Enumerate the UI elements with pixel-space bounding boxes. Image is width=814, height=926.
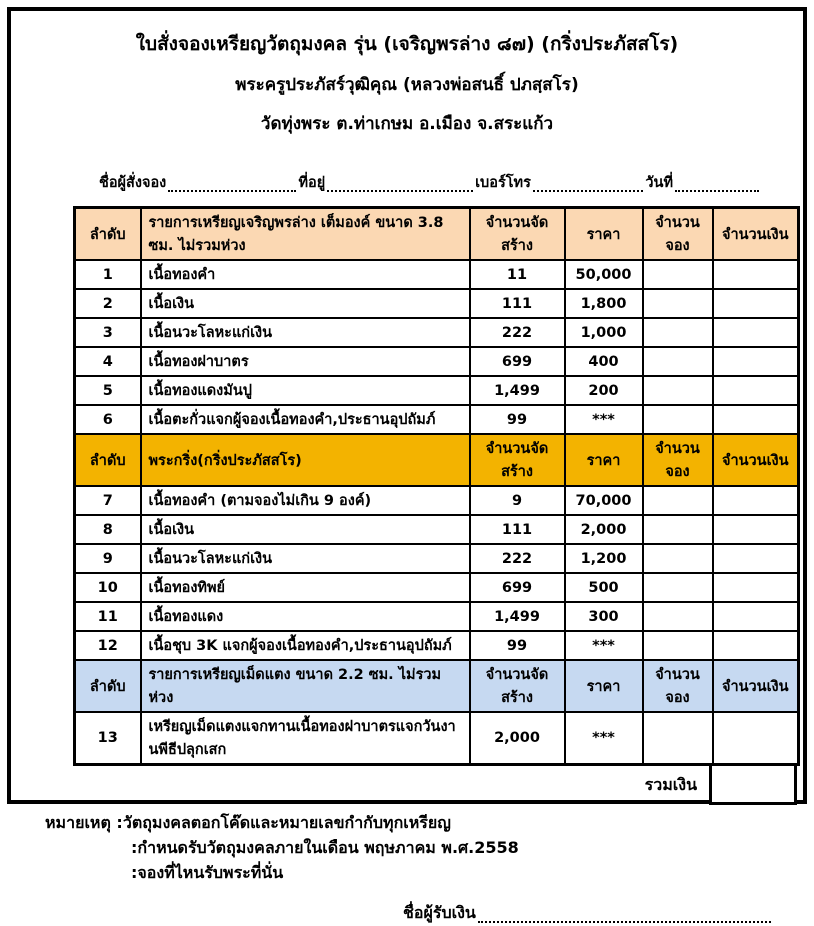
table-row [75, 376, 799, 405]
row-item-cell: เนื้อทองแดง [141, 602, 470, 631]
row-item-cell: เนื้อทองคำ (ตามจองไม่เกิน 9 องค์) [141, 486, 470, 515]
row-qty-reserved-cell [643, 631, 713, 660]
row-qty-made-cell: 699 [470, 347, 565, 376]
table-row [75, 712, 799, 765]
table-row [75, 544, 799, 573]
row-amount-cell [713, 573, 799, 602]
row-qty-reserved-cell [643, 318, 713, 347]
row-qty-made-cell: 99 [470, 631, 565, 660]
row-qty-reserved-cell [643, 260, 713, 289]
row-item-cell: เนื้อเงิน [141, 289, 470, 318]
row-qty-made-cell: 222 [470, 318, 565, 347]
table-row [75, 515, 799, 544]
col-header-qty-made: จำนวนจัดสร้าง [470, 660, 565, 712]
row-price-cell: 70,000 [565, 486, 643, 515]
row-qty-reserved-cell [643, 515, 713, 544]
total-amount-box [709, 763, 797, 805]
section-header-row-2 [75, 434, 799, 486]
row-amount-cell [713, 515, 799, 544]
document-title: ใบสั่งจองเหรียญวัตถุมงคล รุ่น (เจริญพรล่าง ๘๗) (กริ่งประภัสสโร) [135, 33, 679, 55]
col-header-qty-made: จำนวนจัดสร้าง [470, 434, 565, 486]
row-amount-cell [713, 376, 799, 405]
row-item-cell: เนื้อทองฝาบาตร [141, 347, 470, 376]
col-header-no: ลำดับ [75, 434, 141, 486]
row-price-cell: 200 [565, 376, 643, 405]
phone-label: เบอร์โทร [475, 175, 531, 191]
row-item-cell: เนื้อทองแดงมันปู [141, 376, 470, 405]
receiver-signature-line [403, 901, 773, 926]
table-row [75, 289, 799, 318]
date-label: วันที่ [645, 175, 674, 191]
total-row [73, 766, 797, 805]
row-no-cell: 8 [75, 515, 141, 544]
row-no-cell: 3 [75, 318, 141, 347]
table-row [75, 573, 799, 602]
address-label: ที่อยู่ [298, 175, 326, 191]
row-price-cell: 1,000 [565, 318, 643, 347]
row-amount-cell [713, 486, 799, 515]
row-item-cell: เนื้อตะกั่วแจกผู้จองเนื้อทองคำ,ประธานอุปถัมภ์ [141, 405, 470, 434]
table-row [75, 602, 799, 631]
address-field [327, 178, 473, 193]
row-item-cell: เหรียญเม็ดแตงแจกทานเนื้อทองฝาบาตรแจกวันงานพีธีปลุกเสก [141, 712, 470, 765]
row-price-cell: *** [565, 631, 643, 660]
row-no-cell: 11 [75, 602, 141, 631]
row-qty-made-cell: 1,499 [470, 376, 565, 405]
row-amount-cell [713, 405, 799, 434]
col-header-qty-reserved: จำนวนจอง [643, 434, 713, 486]
section-title-cell: พระกริ่ง(กริ่งประภัสสโร) [141, 434, 470, 486]
page-border [7, 7, 807, 923]
orderer-name-field [168, 178, 296, 193]
row-amount-cell [713, 347, 799, 376]
col-header-no: ลำดับ [75, 208, 141, 261]
row-no-cell: 6 [75, 405, 141, 434]
row-amount-cell [713, 631, 799, 660]
row-qty-reserved-cell [643, 602, 713, 631]
row-no-cell: 10 [75, 573, 141, 602]
col-header-amount: จำนวนเงิน [713, 660, 799, 712]
row-no-cell: 12 [75, 631, 141, 660]
row-price-cell: 1,200 [565, 544, 643, 573]
row-no-cell: 2 [75, 289, 141, 318]
row-no-cell: 7 [75, 486, 141, 515]
total-label: รวมเงิน [644, 775, 697, 794]
monk-name-line: พระครูประภัสร์วุฒิคุณ (หลวงพ่อสนธิ์ ปภสฺสโร) [235, 75, 579, 95]
row-amount-cell [713, 260, 799, 289]
col-header-qty-made: จำนวนจัดสร้าง [470, 208, 565, 261]
row-item-cell: เนื้อนวะโลหะแก่เงิน [141, 544, 470, 573]
row-qty-made-cell: 11 [470, 260, 565, 289]
row-price-cell: 400 [565, 347, 643, 376]
row-price-cell: 2,000 [565, 515, 643, 544]
row-qty-made-cell: 222 [470, 544, 565, 573]
row-price-cell: 50,000 [565, 260, 643, 289]
order-table-body [75, 208, 799, 765]
col-header-amount: จำนวนเงิน [713, 434, 799, 486]
row-qty-reserved-cell [643, 376, 713, 405]
row-item-cell: เนื้อเงิน [141, 515, 470, 544]
row-qty-made-cell: 111 [470, 289, 565, 318]
row-price-cell: *** [565, 405, 643, 434]
row-no-cell: 9 [75, 544, 141, 573]
row-price-cell: 1,800 [565, 289, 643, 318]
row-qty-reserved-cell [643, 573, 713, 602]
section-title-cell: รายการเหรียญเจริญพรล่าง เต็มองค์ ขนาด 3.8 ซม. ไม่รวมห่วง [141, 208, 470, 261]
row-item-cell: เนื้อชุบ 3K แจกผู้จองเนื้อทองคำ,ประธานอุปถัมภ์ [141, 631, 470, 660]
table-row [75, 631, 799, 660]
row-price-cell: 300 [565, 602, 643, 631]
col-header-price: ราคา [565, 660, 643, 712]
row-no-cell: 4 [75, 347, 141, 376]
row-qty-made-cell: 9 [470, 486, 565, 515]
row-qty-made-cell: 699 [470, 573, 565, 602]
row-price-cell: *** [565, 712, 643, 765]
row-no-cell: 1 [75, 260, 141, 289]
row-amount-cell [713, 712, 799, 765]
row-qty-reserved-cell [643, 347, 713, 376]
orderer-name-label: ชื่อผู้สั่งจอง [99, 175, 167, 191]
row-price-cell: 500 [565, 573, 643, 602]
row-qty-reserved-cell [643, 405, 713, 434]
row-qty-reserved-cell [643, 544, 713, 573]
row-amount-cell [713, 318, 799, 347]
table-row [75, 260, 799, 289]
col-header-amount: จำนวนเงิน [713, 208, 799, 261]
row-amount-cell [713, 289, 799, 318]
row-qty-made-cell: 1,499 [470, 602, 565, 631]
table-row [75, 347, 799, 376]
row-no-cell: 5 [75, 376, 141, 405]
note-line-3: :จองที่ไหนรับพระที่นั่น [131, 862, 284, 882]
row-qty-reserved-cell [643, 486, 713, 515]
document-header [11, 29, 803, 137]
row-item-cell: เนื้อทองคำ [141, 260, 470, 289]
row-qty-made-cell: 111 [470, 515, 565, 544]
row-no-cell: 13 [75, 712, 141, 765]
row-qty-made-cell: 99 [470, 405, 565, 434]
note-line-2: :กำหนดรับวัตถุมงคลภายในเดือน พฤษภาคม พ.ศ.2558 [131, 837, 519, 857]
table-row [75, 405, 799, 434]
row-amount-cell [713, 544, 799, 573]
col-header-price: ราคา [565, 208, 643, 261]
row-item-cell: เนื้อทองทิพย์ [141, 573, 470, 602]
row-qty-reserved-cell [643, 712, 713, 765]
temple-address-line: วัดทุ่งพระ ต.ท่าเกษม อ.เมือง จ.สระแก้ว [260, 114, 554, 134]
table-row [75, 486, 799, 515]
col-header-no: ลำดับ [75, 660, 141, 712]
receiver-name-field [478, 907, 771, 923]
row-item-cell: เนื้อนวะโลหะแก่เงิน [141, 318, 470, 347]
order-table [73, 206, 800, 766]
phone-field [533, 178, 644, 193]
row-qty-made-cell: 2,000 [470, 712, 565, 765]
order-info-line [99, 171, 761, 194]
section-header-row-1 [75, 208, 799, 261]
section-title-cell: รายการเหรียญเม็ดแตง ขนาด 2.2 ซม. ไม่รวมห่วง [141, 660, 470, 712]
row-amount-cell [713, 602, 799, 631]
col-header-qty-reserved: จำนวนจอง [643, 660, 713, 712]
note-line-1: หมายเหตุ :วัตถุมงคลตอกโค๊ดและหมายเลขกำกับทุกเหรียญ [45, 813, 451, 832]
col-header-qty-reserved: จำนวนจอง [643, 208, 713, 261]
date-field [675, 178, 759, 193]
section-header-row-3 [75, 660, 799, 712]
receiver-name-label: ชื่อผู้รับเงิน [403, 903, 476, 923]
col-header-price: ราคา [565, 434, 643, 486]
row-qty-reserved-cell [643, 289, 713, 318]
notes-block [45, 811, 803, 885]
table-row [75, 318, 799, 347]
